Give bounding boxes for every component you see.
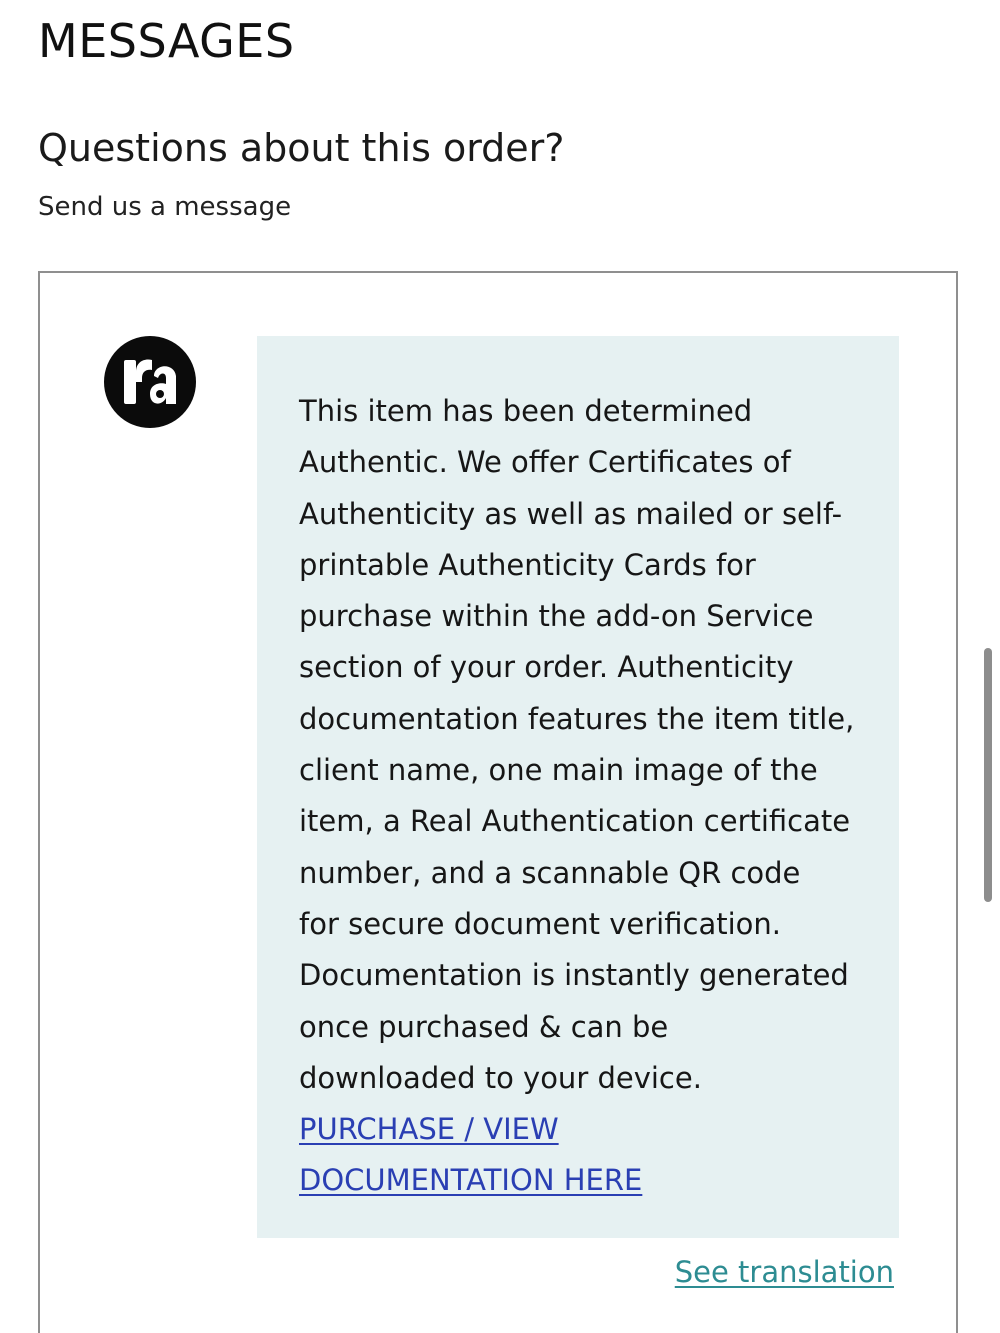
logo-glyph <box>104 336 196 428</box>
purchase-documentation-link[interactable]: PURCHASE / VIEW DOCUMENTATION HERE <box>299 1112 643 1198</box>
see-translation-link[interactable]: See translation <box>674 1255 894 1289</box>
questions-heading: Questions about this order? <box>38 126 565 170</box>
send-message-subtext: Send us a message <box>38 192 292 222</box>
scrollbar[interactable] <box>984 648 992 902</box>
real-authentication-logo-icon <box>104 336 196 428</box>
message-thread[interactable] <box>38 271 958 1333</box>
section-title: MESSAGES <box>38 14 295 68</box>
message-body: This item has been determined Authentic. We offer Certificates of Authenticity as well as mailed or self- printable Authenticity Cards for purchase within the add-on Service section of your order. Authenticity documentation features the item title, client name, one main image of the item, a Real Authentication certificate number, and a scannable QR code for secure document verification. Documentation is instantly generated once purchased & can be downloaded to your device. <box>299 394 855 1095</box>
message-bubble <box>257 336 899 1238</box>
